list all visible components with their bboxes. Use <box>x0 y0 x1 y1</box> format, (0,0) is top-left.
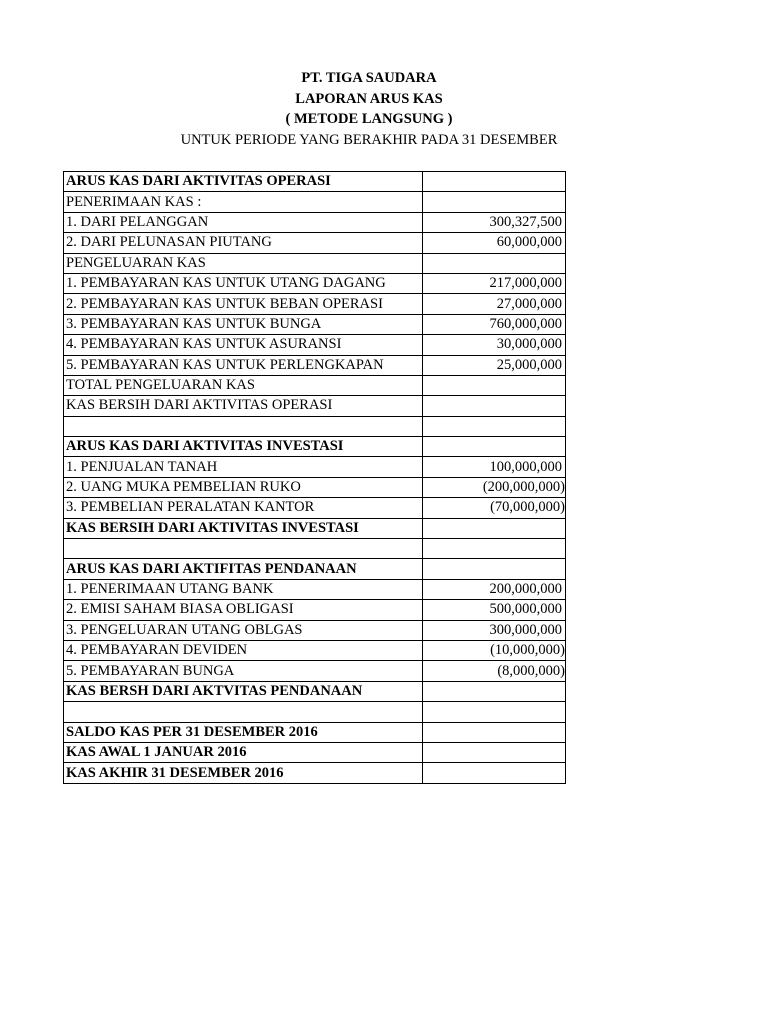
table-row <box>64 539 566 559</box>
row-label: 3. PEMBAYARAN KAS UNTUK BUNGA <box>64 314 423 334</box>
row-label: PENGELUARAN KAS <box>64 253 423 273</box>
row-label: PENERIMAAN KAS : <box>64 192 423 212</box>
table-row <box>64 233 566 253</box>
cash-flow-table-body <box>64 172 566 784</box>
row-amount <box>423 702 566 722</box>
row-amount: 100,000,000 <box>423 457 566 477</box>
row-label <box>64 539 423 559</box>
row-amount <box>423 559 566 579</box>
table-row <box>64 518 566 538</box>
report-header <box>0 68 738 150</box>
row-label: KAS BERSIH DARI AKTIVITAS OPERASI <box>64 396 423 416</box>
table-row <box>64 253 566 273</box>
row-amount: (8,000,000) <box>423 661 566 681</box>
row-label: ARUS KAS DARI AKTIVITAS INVESTASI <box>64 437 423 457</box>
row-amount: 25,000,000 <box>423 355 566 375</box>
table-row <box>64 498 566 518</box>
table-row <box>64 172 566 192</box>
row-amount <box>423 742 566 762</box>
table-row <box>64 335 566 355</box>
table-row <box>64 742 566 762</box>
table-row <box>64 559 566 579</box>
row-amount: 217,000,000 <box>423 273 566 293</box>
table-row <box>64 702 566 722</box>
row-label <box>64 702 423 722</box>
row-label: TOTAL PENGELUARAN KAS <box>64 375 423 395</box>
row-label: 3. PENGELUARAN UTANG OBLGAS <box>64 620 423 640</box>
table-row <box>64 314 566 334</box>
row-amount <box>423 375 566 395</box>
row-label: 1. DARI PELANGGAN <box>64 212 423 232</box>
row-label: KAS BERSIH DARI AKTIVITAS INVESTASI <box>64 518 423 538</box>
table-row <box>64 661 566 681</box>
table-row <box>64 457 566 477</box>
row-amount: 300,327,500 <box>423 212 566 232</box>
table-row <box>64 640 566 660</box>
row-amount <box>423 722 566 742</box>
table-row <box>64 355 566 375</box>
row-label: KAS AKHIR 31 DESEMBER 2016 <box>64 763 423 783</box>
row-amount: 60,000,000 <box>423 233 566 253</box>
row-amount <box>423 396 566 416</box>
row-label: SALDO KAS PER 31 DESEMBER 2016 <box>64 722 423 742</box>
row-amount: 200,000,000 <box>423 579 566 599</box>
row-label: 2. DARI PELUNASAN PIUTANG <box>64 233 423 253</box>
row-label: 2. EMISI SAHAM BIASA OBLIGASI <box>64 600 423 620</box>
table-row <box>64 192 566 212</box>
row-label: 2. UANG MUKA PEMBELIAN RUKO <box>64 477 423 497</box>
row-amount <box>423 681 566 701</box>
row-amount <box>423 172 566 192</box>
row-amount <box>423 518 566 538</box>
cash-flow-table <box>63 171 566 784</box>
table-row <box>64 579 566 599</box>
table-row <box>64 477 566 497</box>
table-row <box>64 437 566 457</box>
row-amount: 300,000,000 <box>423 620 566 640</box>
row-label: KAS BERSH DARI AKTVITAS PENDANAAN <box>64 681 423 701</box>
table-row <box>64 722 566 742</box>
row-label <box>64 416 423 436</box>
report-title: LAPORAN ARUS KAS <box>295 90 443 107</box>
row-amount: (10,000,000) <box>423 640 566 660</box>
row-label: 4. PEMBAYARAN KAS UNTUK ASURANSI <box>64 335 423 355</box>
report-method: ( METODE LANGSUNG ) <box>285 111 453 127</box>
row-label: 5. PEMBAYARAN KAS UNTUK PERLENGKAPAN <box>64 355 423 375</box>
table-row <box>64 763 566 783</box>
row-label: 4. PEMBAYARAN DEVIDEN <box>64 640 423 660</box>
row-label: 2. PEMBAYARAN KAS UNTUK BEBAN OPERASI <box>64 294 423 314</box>
row-amount: 27,000,000 <box>423 294 566 314</box>
row-label: 1. PENJUALAN TANAH <box>64 457 423 477</box>
row-amount: 500,000,000 <box>423 600 566 620</box>
row-label: 5. PEMBAYARAN BUNGA <box>64 661 423 681</box>
row-amount <box>423 437 566 457</box>
row-label: KAS AWAL 1 JANUAR 2016 <box>64 742 423 762</box>
company-name: PT. TIGA SAUDARA <box>301 70 437 86</box>
row-amount: (200,000,000) <box>423 477 566 497</box>
row-amount: 760,000,000 <box>423 314 566 334</box>
row-label: 1. PENERIMAAN UTANG BANK <box>64 579 423 599</box>
table-row <box>64 681 566 701</box>
row-amount <box>423 539 566 559</box>
table-row <box>64 212 566 232</box>
table-row <box>64 396 566 416</box>
row-amount <box>423 253 566 273</box>
table-row <box>64 600 566 620</box>
row-amount <box>423 416 566 436</box>
report-period: UNTUK PERIODE YANG BERAKHIR PADA 31 DESEMBER <box>180 131 558 148</box>
table-row <box>64 620 566 640</box>
row-amount <box>423 763 566 783</box>
row-label: ARUS KAS DARI AKTIVITAS OPERASI <box>64 172 423 192</box>
table-row <box>64 375 566 395</box>
row-amount: (70,000,000) <box>423 498 566 518</box>
row-amount <box>423 192 566 212</box>
table-row <box>64 273 566 293</box>
row-label: ARUS KAS DARI AKTIFITAS PENDANAAN <box>64 559 423 579</box>
row-amount: 30,000,000 <box>423 335 566 355</box>
row-label: 3. PEMBELIAN PERALATAN KANTOR <box>64 498 423 518</box>
table-row <box>64 416 566 436</box>
table-row <box>64 294 566 314</box>
row-label: 1. PEMBAYARAN KAS UNTUK UTANG DAGANG <box>64 273 423 293</box>
